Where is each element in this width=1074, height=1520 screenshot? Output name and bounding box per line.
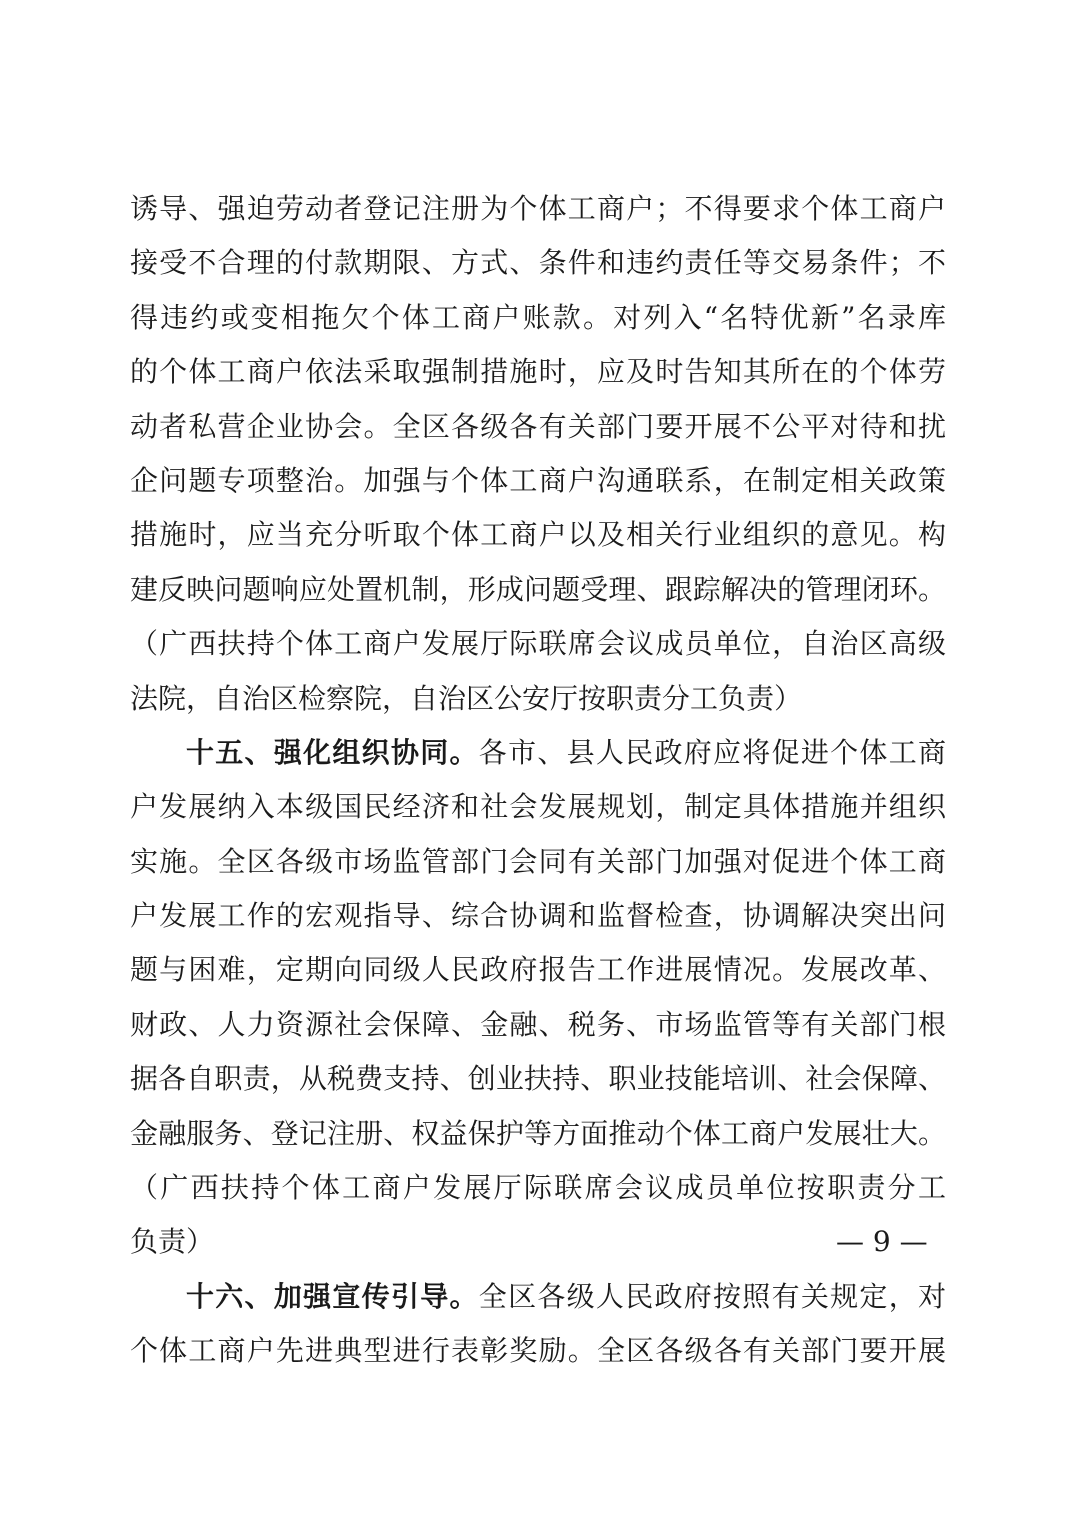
text-line: 诱导、强迫劳动者登记注册为个体工商户；不得要求个体工商户 [130, 192, 946, 225]
page-number: — 9 — [836, 1225, 928, 1258]
text-line: 接受不合理的付款期限、方式、条件和违约责任等交易条件；不 [130, 246, 946, 280]
section-16-first-line-text: 全区各级人民政府按照有关规定，对 [478, 1279, 946, 1313]
text-line: 实施。全区各级市场监管部门会同有关部门加强对促进个体工商 [130, 844, 946, 878]
text-line: （广西扶持个体工商户发展厅际联席会议成员单位，自治区高级 [130, 627, 946, 661]
text-line: 建反映问题响应处置机制，形成问题受理、跟踪解决的管理闭环。 [130, 572, 946, 606]
text-line: 得违约或变相拖欠个体工商户账款。对列入“名特优新”名录库 [130, 300, 946, 334]
text-line: （广西扶持个体工商户发展厅际联席会议成员单位按职责分工 [130, 1171, 946, 1205]
section-15-first-line [130, 726, 946, 780]
text-line: 动者私营企业协会。全区各级各有关部门要开展不公平对待和扰 [130, 409, 946, 443]
text-line: 法院，自治区检察院，自治区公安厅按职责分工负责） [130, 681, 803, 715]
text-line: 企问题专项整治。加强与个体工商户沟通联系，在制定相关政策 [130, 463, 946, 497]
body-text [130, 182, 946, 1379]
text-line: 据各自职责，从税费支持、创业扶持、职业技能培训、社会保障、 [130, 1062, 946, 1096]
text-line: 财政、人力资源社会保障、金融、税务、市场监管等有关部门根 [130, 1007, 946, 1041]
text-line: 户发展工作的宏观指导、综合协调和监督检查，协调解决突出问 [130, 899, 946, 933]
text-line: 题与困难，定期向同级人民政府报告工作进展情况。发展改革、 [130, 953, 946, 987]
text-line: 负责） [130, 1225, 215, 1259]
text-line: 的个体工商户依法采取强制措施时，应及时告知其所在的个体劳 [130, 355, 946, 389]
text-line: 措施时，应当充分听取个体工商户以及相关行业组织的意见。构 [130, 518, 946, 552]
text-line: 金融服务、登记注册、权益保护等方面推动个体工商户发展壮大。 [130, 1116, 946, 1150]
section-16-first-line [130, 1270, 946, 1324]
section-16-heading: 十六、加强宣传引导。 [186, 1279, 479, 1313]
text-line: 户发展纳入本级国民经济和社会发展规划，制定具体措施并组织 [130, 790, 946, 824]
section-15-first-line-text: 各市、县人民政府应将促进个体工商 [478, 735, 946, 769]
section-15-heading: 十五、强化组织协同。 [186, 735, 479, 769]
text-line: 个体工商户先进典型进行表彰奖励。全区各级各有关部门要开展 [130, 1334, 946, 1368]
